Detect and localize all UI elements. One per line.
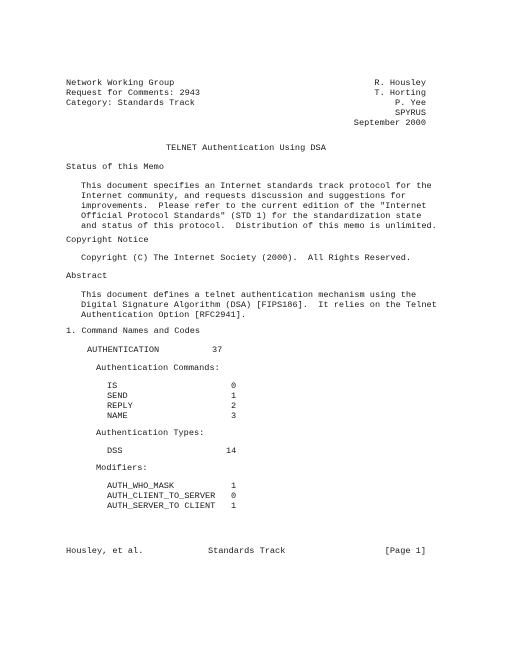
status-line: Official Protocol Standards" (STD 1) for the standardization state	[81, 211, 422, 221]
header-date: September 2000	[353, 118, 426, 128]
command-name: SEND	[107, 391, 128, 401]
modifier-name: AUTH_CLIENT_TO_SERVER	[107, 491, 216, 501]
section-1-heading: 1. Command Names and Codes	[66, 326, 201, 336]
command-name: REPLY	[107, 401, 133, 411]
type-code: 14	[226, 446, 237, 456]
modifier-name: AUTH_WHO_MASK	[107, 481, 175, 491]
auth-option-name: AUTHENTICATION	[87, 345, 160, 355]
status-line: and status of this protocol. Distribution of this memo is unlimited.	[81, 221, 437, 231]
modifier-code: 0	[231, 491, 237, 501]
header-author-1: R. Housley	[374, 78, 426, 88]
copyright-heading: Copyright Notice	[66, 235, 149, 245]
header-author-3: P. Yee	[395, 98, 426, 108]
command-name: NAME	[107, 411, 128, 421]
header-org: SPYRUS	[395, 108, 426, 118]
status-heading: Status of this Memo	[66, 162, 164, 172]
status-line: This document specifies an Internet standards track protocol for the	[81, 181, 432, 191]
copyright-line: Copyright (C) The Internet Society (2000). All Rights Reserved.	[81, 253, 412, 263]
modifier-code: 1	[231, 481, 237, 491]
abstract-line: This document defines a telnet authentication mechanism using the	[81, 290, 417, 300]
auth-option-code: 37	[212, 345, 223, 355]
footer-category: Standards Track	[208, 546, 286, 556]
command-code: 1	[231, 391, 237, 401]
abstract-line: Digital Signature Algorithm (DSA) [FIPS186]. It relies on the Telnet	[81, 300, 437, 310]
header-working-group: Network Working Group	[66, 78, 175, 88]
abstract-heading: Abstract	[66, 271, 108, 281]
command-name: IS	[107, 381, 118, 391]
modifier-code: 1	[231, 501, 237, 511]
types-heading: Authentication Types:	[96, 428, 205, 438]
status-line: Internet community, and requests discussion and suggestions for	[81, 191, 406, 201]
abstract-line: Authentication Option [RFC2941].	[81, 310, 247, 320]
footer-authors: Housley, et al.	[66, 546, 144, 556]
header-rfc-number: Request for Comments: 2943	[66, 88, 201, 98]
commands-heading: Authentication Commands:	[96, 363, 220, 373]
type-name: DSS	[107, 446, 123, 456]
command-code: 3	[231, 411, 237, 421]
status-line: improvements. Please refer to the current edition of the "Internet	[81, 201, 427, 211]
command-code: 2	[231, 401, 237, 411]
header-category: Category: Standards Track	[66, 98, 195, 108]
header-author-2: T. Horting	[374, 88, 426, 98]
modifier-name: AUTH_SERVER_TO CLIENT	[107, 501, 216, 511]
modifiers-heading: Modifiers:	[96, 463, 148, 473]
command-code: 0	[231, 381, 237, 391]
document-title: TELNET Authentication Using DSA	[166, 143, 326, 153]
footer-page-number: [Page 1]	[384, 546, 426, 556]
